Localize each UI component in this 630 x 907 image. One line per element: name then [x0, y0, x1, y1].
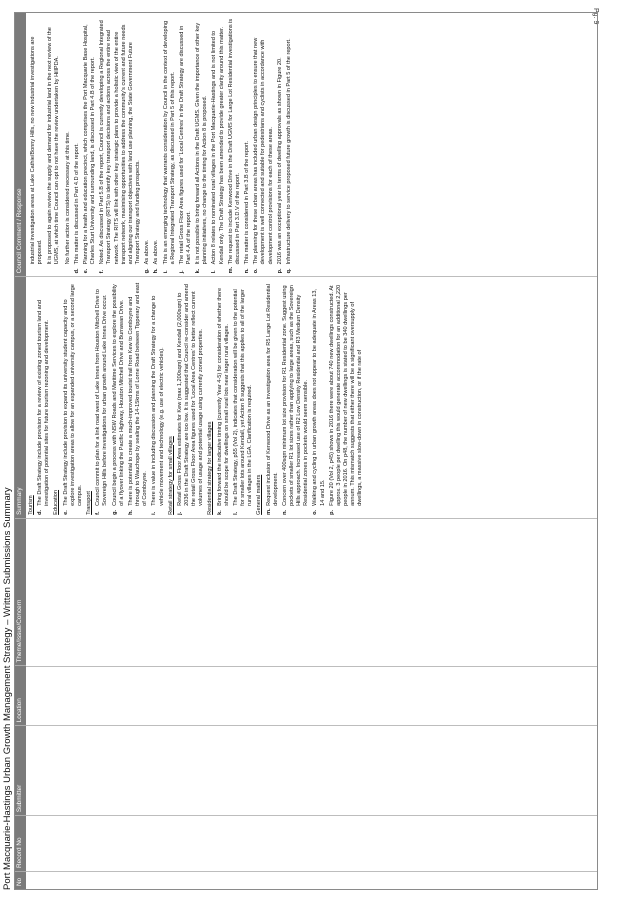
cell-record-no — [26, 815, 597, 871]
summary-item — [266, 281, 280, 514]
response-item-label: k. — [195, 268, 202, 274]
response-item-body — [74, 17, 81, 264]
summary-item — [329, 281, 365, 514]
response-item — [211, 17, 225, 273]
summary-section-heading: Education — [53, 489, 60, 515]
response-paragraph: Action 8 relates to nominated rural villages in the Port Macquarie-Hastings and is not limited to Kendall only. The Draft Strategy has been amended to provide greater clarity around this matter. — [211, 26, 225, 265]
header-response: Council Comment / Response — [16, 188, 23, 274]
summary-item-text: The Draft Strategy include provision to expand its university student capacity and to explore investigation areas to allow for an expanded university campus, or a second large campus. — [62, 284, 83, 506]
response-paragraph: It is proposed to again review the supply and demand for industrial land in the next review of the UGMS, at which time Council can opt to not have the review undertaken by HillPDA. — [47, 27, 61, 265]
response-item-body — [179, 17, 193, 264]
summary-item-text: Council commit to plan for a link road west of Lake Innes from Houston Mitchell Drive to Sovereign Hills before investigations for urban growth around Lake Innes Drive occur. — [95, 289, 109, 506]
summary-item — [37, 281, 51, 514]
summary-item-text: There is potential to create a much-improved tourist trail from Kew to Comboyne and through to Wauchope by sealing the 14-15kms of Lorne Road between Tipperary and east of Comboyne. — [127, 282, 149, 506]
summary-item — [95, 281, 109, 514]
response-paragraph: This matter is considered in Part 3.B of the report. — [244, 140, 251, 265]
response-item-label: q. — [285, 268, 292, 274]
page-number: Pg. 9 — [592, 8, 599, 25]
summary-item-label: f. — [95, 511, 102, 515]
response-item-label: m. — [227, 266, 234, 274]
summary-section-heading: Transport — [86, 491, 93, 515]
response-item-label: g. — [144, 268, 151, 274]
submissions-table — [14, 12, 598, 890]
response-item-body — [228, 17, 242, 264]
header-location: Location — [15, 665, 26, 725]
summary-item-text: There is value in including discussion and planning the Draft Strategy for a change to vehicle movement and technology (e.g. use of electric vehicles). — [151, 295, 165, 506]
summary-item-text: Figure 20 (Vol 2, p45) shows in 2016 there were about 740 new dwellings constructed. At approx. 3 people per dwelling this would generate accommodation for an additional 2,220 people in 2016. On p48, the number of new dwellings is stated to be 340 dwellings per annum. This mismatch suggests that either there will be a significant oversupply of dwellings, a massive slow-down in construction, or if the rate of — [328, 284, 364, 506]
summary-item — [151, 281, 165, 514]
response-item — [153, 17, 160, 273]
response-item-body — [195, 17, 209, 264]
summary-item — [128, 281, 149, 514]
summary-item-text: The Draft Strategy, p55 (Vol 2), indicates that consideration will be given to the potential for smaller lots around Kendall, yet Action 8 suggests that this applies to all of the larger rural villages in the LGA. Clarification is required. — [232, 289, 254, 506]
summary-item-label: n. — [281, 509, 288, 515]
header-record-no: Record No — [15, 815, 26, 871]
response-item — [144, 17, 151, 273]
response-item-body — [163, 17, 177, 264]
response-item — [74, 17, 81, 273]
summary-item — [63, 281, 84, 514]
response-item-label: n. — [244, 268, 251, 274]
response-paragraph: As above. — [144, 239, 151, 265]
response-item-label: d. — [73, 268, 80, 274]
response-paragraph: Planning for a health and education precinct, which comprises the Port Macquarie Base Hospital, Charles Sturt University and surrounding land, is discussed in Part 4.B of the report. — [82, 24, 97, 265]
response-item-body — [83, 17, 97, 264]
summary-item — [112, 281, 126, 514]
document-title: Port Macquarie-Hastings Urban Growth Management Strategy – Written Submissions Summary — [2, 487, 13, 890]
response-paragraph: This matter is discussed in Part 4.D of the report. — [73, 143, 80, 265]
cell-response — [26, 13, 597, 276]
response-item-body — [277, 17, 284, 264]
response-item-label: j. — [178, 270, 185, 274]
response-item — [277, 17, 284, 273]
response-item — [286, 17, 293, 273]
response-paragraph: Noted. As discussed in Part 5.B of the report, Council is currently developing a Regional Integrated Transport Strategy (RITS) to identify key transport decisions and actions across the entire road network. The RITS will link with other key strategic plans to provide a holistic view of the entire transport network, maximising opportunities to address the community's current and future needs and aligning our transport objectives with land use planning, the State Government Future Transport Strategy and funding prospects. — [99, 20, 142, 265]
summary-item-text: Council begin a process with NSW Roads and Maritime Services to explore the possibility of a flyover linking the Pacific Highway, Houston Mitchell Drive and Burrawan Drive. — [111, 284, 125, 506]
response-item-body — [211, 17, 225, 264]
summary-item-text: Walking and cycling in urban growth areas does not appear to be adequate in Areas 13, 14 and 15. — [312, 289, 326, 506]
cell-submitter — [26, 725, 597, 815]
summary-item-text: Request inclusion of Kenwood Drive as an investigation area for R5 Large Lot Residential development. — [265, 284, 279, 506]
response-paragraph: It is not possible to bring forward all Actions in the Draft UGMS. Given the importance of other key planning initiatives, no change to the timing for Action 8 is proposed. — [195, 22, 209, 265]
response-item — [253, 17, 274, 273]
summary-section-heading: Tourism — [28, 495, 34, 515]
summary-section-heading: Retail strategy for small villages — [167, 436, 174, 515]
response-item-body — [30, 17, 72, 264]
header-submitter: Submitter — [15, 725, 26, 815]
response-item-body — [153, 17, 160, 264]
response-item-label: p. — [276, 268, 283, 274]
response-item — [99, 17, 142, 273]
summary-item-label: j. — [176, 511, 183, 515]
cell-summary — [26, 276, 597, 517]
response-item-label: l. — [211, 270, 218, 274]
summary-item — [177, 281, 206, 514]
summary-item-label: d. — [37, 509, 44, 515]
response-paragraph: industrial investigation areas at Lake Cathie/Bonny Hills, no new industrial investigations are proposed. — [30, 36, 44, 265]
response-item-label — [30, 264, 72, 273]
response-item — [163, 17, 177, 273]
summary-item-text: Bring forward the indicative timing (currently Year 4-5) for consideration of whether there should be scope for dwellings on small rural lots near larger rural villages. — [216, 287, 230, 506]
summary-item — [233, 281, 254, 514]
response-item-label: f. — [99, 269, 106, 274]
response-item — [83, 17, 97, 273]
summary-item-label: i. — [151, 511, 158, 515]
summary-item — [312, 281, 326, 514]
response-item — [179, 17, 193, 273]
summary-item — [217, 281, 231, 514]
response-item — [30, 17, 72, 273]
response-item — [228, 17, 242, 273]
summary-item-label: e. — [62, 510, 69, 515]
table-header-row — [15, 13, 26, 889]
response-paragraph: This is an emerging technology that warrants consideration by Council in the context of developing a Regional Integrated Transport Strategy, as discussed in Part 5 of this report. — [162, 20, 176, 265]
response-item — [244, 17, 251, 273]
header-theme: Theme/Issue/Concern — [15, 518, 26, 666]
summary-item-text: The Draft Strategy include provision for a review of existing zoned tourism land and investigation of potential sites for future tourism rezoning and development. — [37, 300, 51, 506]
summary-item-label: p. — [328, 509, 335, 515]
response-item-label: e. — [82, 268, 89, 274]
summary-item-text: Retail Gross Floor Area estimates for Kew (max 1,200sqm) and Kendall (2,000sqm) to 2036 in the Draft Strategy are too low. It is suggested that Council re-consider and amend the retail Gross Floor Area figures used for 'Local Area Centres' to better reflect current volumes of usage and potential usage using currently zoned properties. — [176, 284, 205, 506]
response-paragraph: The request to include Kenwood Drive in the Draft UGMS for Large Lot Residential investigations is discussed in Part 3.D.V of the report. — [227, 18, 241, 265]
summary-item — [282, 281, 311, 514]
cell-location — [26, 666, 597, 726]
response-item-body — [286, 17, 293, 264]
response-paragraph: The planning for these urban areas has included urban design principles to ensure that new development is well connected and suitable for pedestrians and cyclists in accordance with development control provisions for each of these areas. — [253, 37, 274, 265]
response-item-body — [144, 17, 151, 264]
response-item — [195, 17, 209, 273]
summary-section-heading: Residential strategy for larger villages — [207, 421, 214, 515]
cell-theme — [26, 518, 597, 666]
response-item-body — [253, 17, 274, 264]
response-item-label: i. — [162, 270, 169, 274]
cell-no — [26, 871, 597, 889]
summary-item-label: h. — [127, 509, 134, 515]
summary-item-label: o. — [312, 509, 319, 515]
header-summary: Summary — [15, 276, 26, 517]
summary-item-label: m. — [265, 508, 272, 515]
summary-item-label: l. — [232, 511, 239, 515]
summary-item-label: g. — [111, 509, 118, 515]
rotated-page — [0, 10, 600, 890]
header-no: No — [15, 871, 26, 889]
response-paragraph: 2016 was an exceptional year in terms of dwelling approvals as shown in Figure 20. — [276, 57, 283, 265]
response-item-body — [244, 17, 251, 264]
summary-section-heading: General matters — [256, 474, 263, 515]
response-paragraph: No further action is considered necessary at this time. — [64, 131, 71, 265]
response-paragraph: Infrastructure delivery to service proposed future growth is discussed in Part 5 of the report. — [285, 38, 292, 265]
table-row — [26, 13, 597, 889]
response-item-label: h. — [153, 268, 160, 274]
response-paragraph: As above. — [153, 239, 160, 265]
response-item-label: o. — [253, 268, 260, 274]
summary-item-text: Concern over 400sqm minimum lot size provision for R1 Residential zone. Suggest using pockets of smaller R1 lot sizes rather than applying to large areas, such as the Sovereign Hills approach. Increased use of R2 Low Density Residential and R3 Medium Density Residential zones in pockets would seem sensible. — [281, 285, 310, 506]
summary-item-label: k. — [216, 510, 223, 515]
response-paragraph: The retail Gross Floor Area figures used for 'Local Centres' in the Draft Strategy are discussed in Part 4.A of the report. — [178, 25, 192, 265]
response-item-body — [99, 17, 142, 264]
